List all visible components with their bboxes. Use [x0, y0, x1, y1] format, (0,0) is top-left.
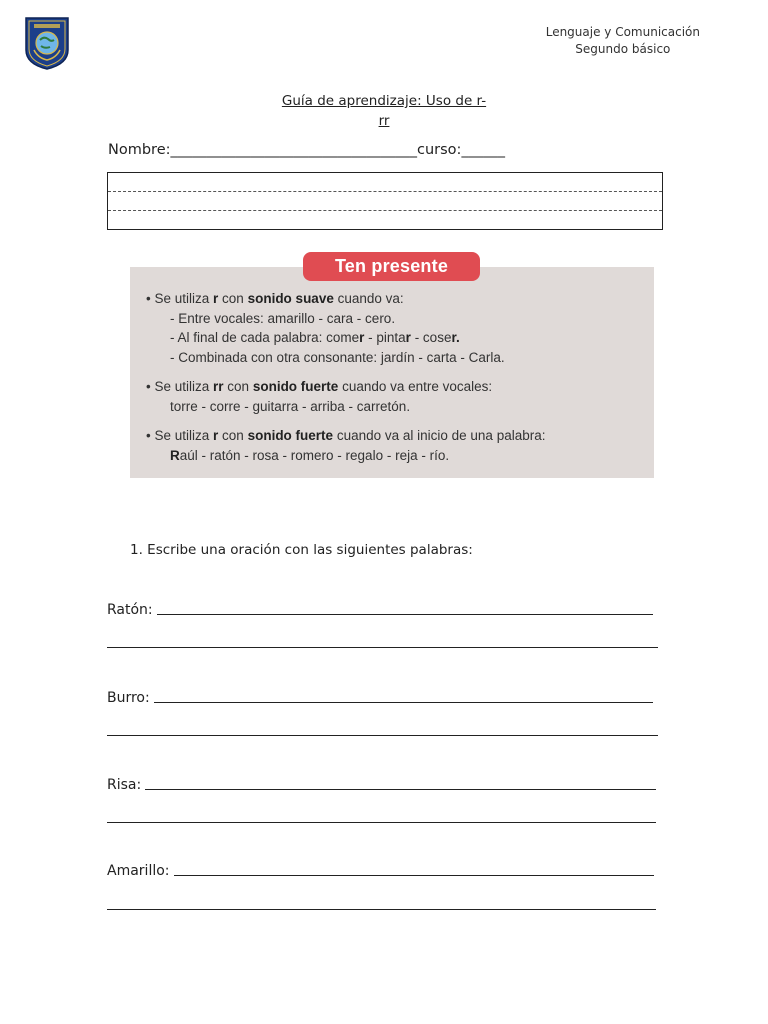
course-label: curso:: [417, 142, 462, 158]
answer-line[interactable]: [107, 647, 658, 648]
question-1: 1. Escribe una oración con las siguientes palabras:: [130, 542, 473, 558]
answer-line[interactable]: [154, 701, 653, 703]
rule-letter: r: [359, 330, 365, 345]
word-row-risa: [107, 777, 656, 793]
rule-text: con: [218, 291, 248, 306]
word-row-raton: [107, 602, 653, 618]
answer-line[interactable]: [157, 613, 653, 615]
word-row-burro: [107, 690, 653, 706]
answer-line[interactable]: [107, 909, 656, 910]
writing-box[interactable]: [107, 172, 663, 230]
grade-label: Segundo básico: [575, 42, 671, 56]
rule-letter: r: [213, 428, 219, 443]
rule-letter: r: [213, 291, 219, 306]
rule-text: • Se utiliza: [146, 379, 214, 394]
word-label: Ratón:: [107, 602, 153, 618]
course-blank[interactable]: ______: [461, 142, 505, 158]
word-label: Amarillo:: [107, 863, 170, 879]
word-label: Risa:: [107, 777, 142, 793]
rule-r-suave: [146, 289, 646, 367]
answer-line[interactable]: [174, 874, 654, 876]
rule-item: - Entre vocales: amarillo - cara - cero.: [170, 310, 396, 326]
rule-text: cuando va entre vocales:: [338, 379, 493, 394]
rule-item: [146, 328, 646, 348]
title-line-1: Guía de aprendizaje: Uso de r-: [281, 93, 487, 109]
rule-r-inicio: [146, 426, 646, 465]
name-blank[interactable]: __________________________________: [170, 142, 417, 158]
answer-line[interactable]: [107, 735, 658, 736]
rule-item: - Combinada con otra consonante: jardín - carta - Carla.: [170, 349, 505, 365]
rule-text: - pinta: [364, 330, 406, 345]
rule-emphasis: sonido fuerte: [252, 379, 339, 394]
rule-letter: r.: [451, 330, 460, 345]
writing-box-row: [108, 211, 662, 229]
title-line-2: rr: [378, 113, 390, 129]
rule-letter: R: [170, 447, 180, 463]
school-logo: [24, 16, 70, 70]
rule-emphasis: sonido fuerte: [247, 428, 334, 443]
rule-letter: r: [405, 330, 411, 345]
rule-text: con: [218, 428, 248, 443]
rules-text: [146, 289, 646, 475]
word-label: Burro:: [107, 690, 150, 706]
rule-letter: rr: [213, 379, 224, 394]
writing-box-row: [108, 192, 662, 211]
rule-text: cuando va al inicio de una palabra:: [333, 428, 546, 443]
subject-label: Lenguaje y Comunicación: [545, 25, 700, 39]
answer-line[interactable]: [107, 822, 656, 823]
rule-text: • Se utiliza: [146, 291, 214, 306]
rule-text: cuando va:: [333, 291, 404, 306]
name-label: Nombre:: [108, 142, 171, 158]
rule-examples: [146, 446, 646, 466]
rule-text: con: [223, 379, 253, 394]
rule-text: aúl - ratón - rosa - romero - regalo - reja - río.: [179, 447, 450, 463]
rule-examples: torre - corre - guitarra - arriba - carretón.: [170, 398, 411, 414]
rule-text: • Se utiliza: [146, 428, 214, 443]
page-title: [0, 91, 768, 131]
rule-emphasis: sonido suave: [247, 291, 334, 306]
ten-presente-badge: Ten presente: [303, 252, 480, 281]
answer-line[interactable]: [145, 788, 656, 790]
word-row-amarillo: [107, 863, 654, 879]
rule-text: - cose: [410, 330, 452, 345]
writing-box-row: [108, 173, 662, 192]
rule-text: - Al final de cada palabra: come: [170, 330, 360, 345]
student-info-line: [108, 142, 505, 158]
rule-rr-fuerte: [146, 377, 646, 416]
document-header: [546, 24, 700, 58]
